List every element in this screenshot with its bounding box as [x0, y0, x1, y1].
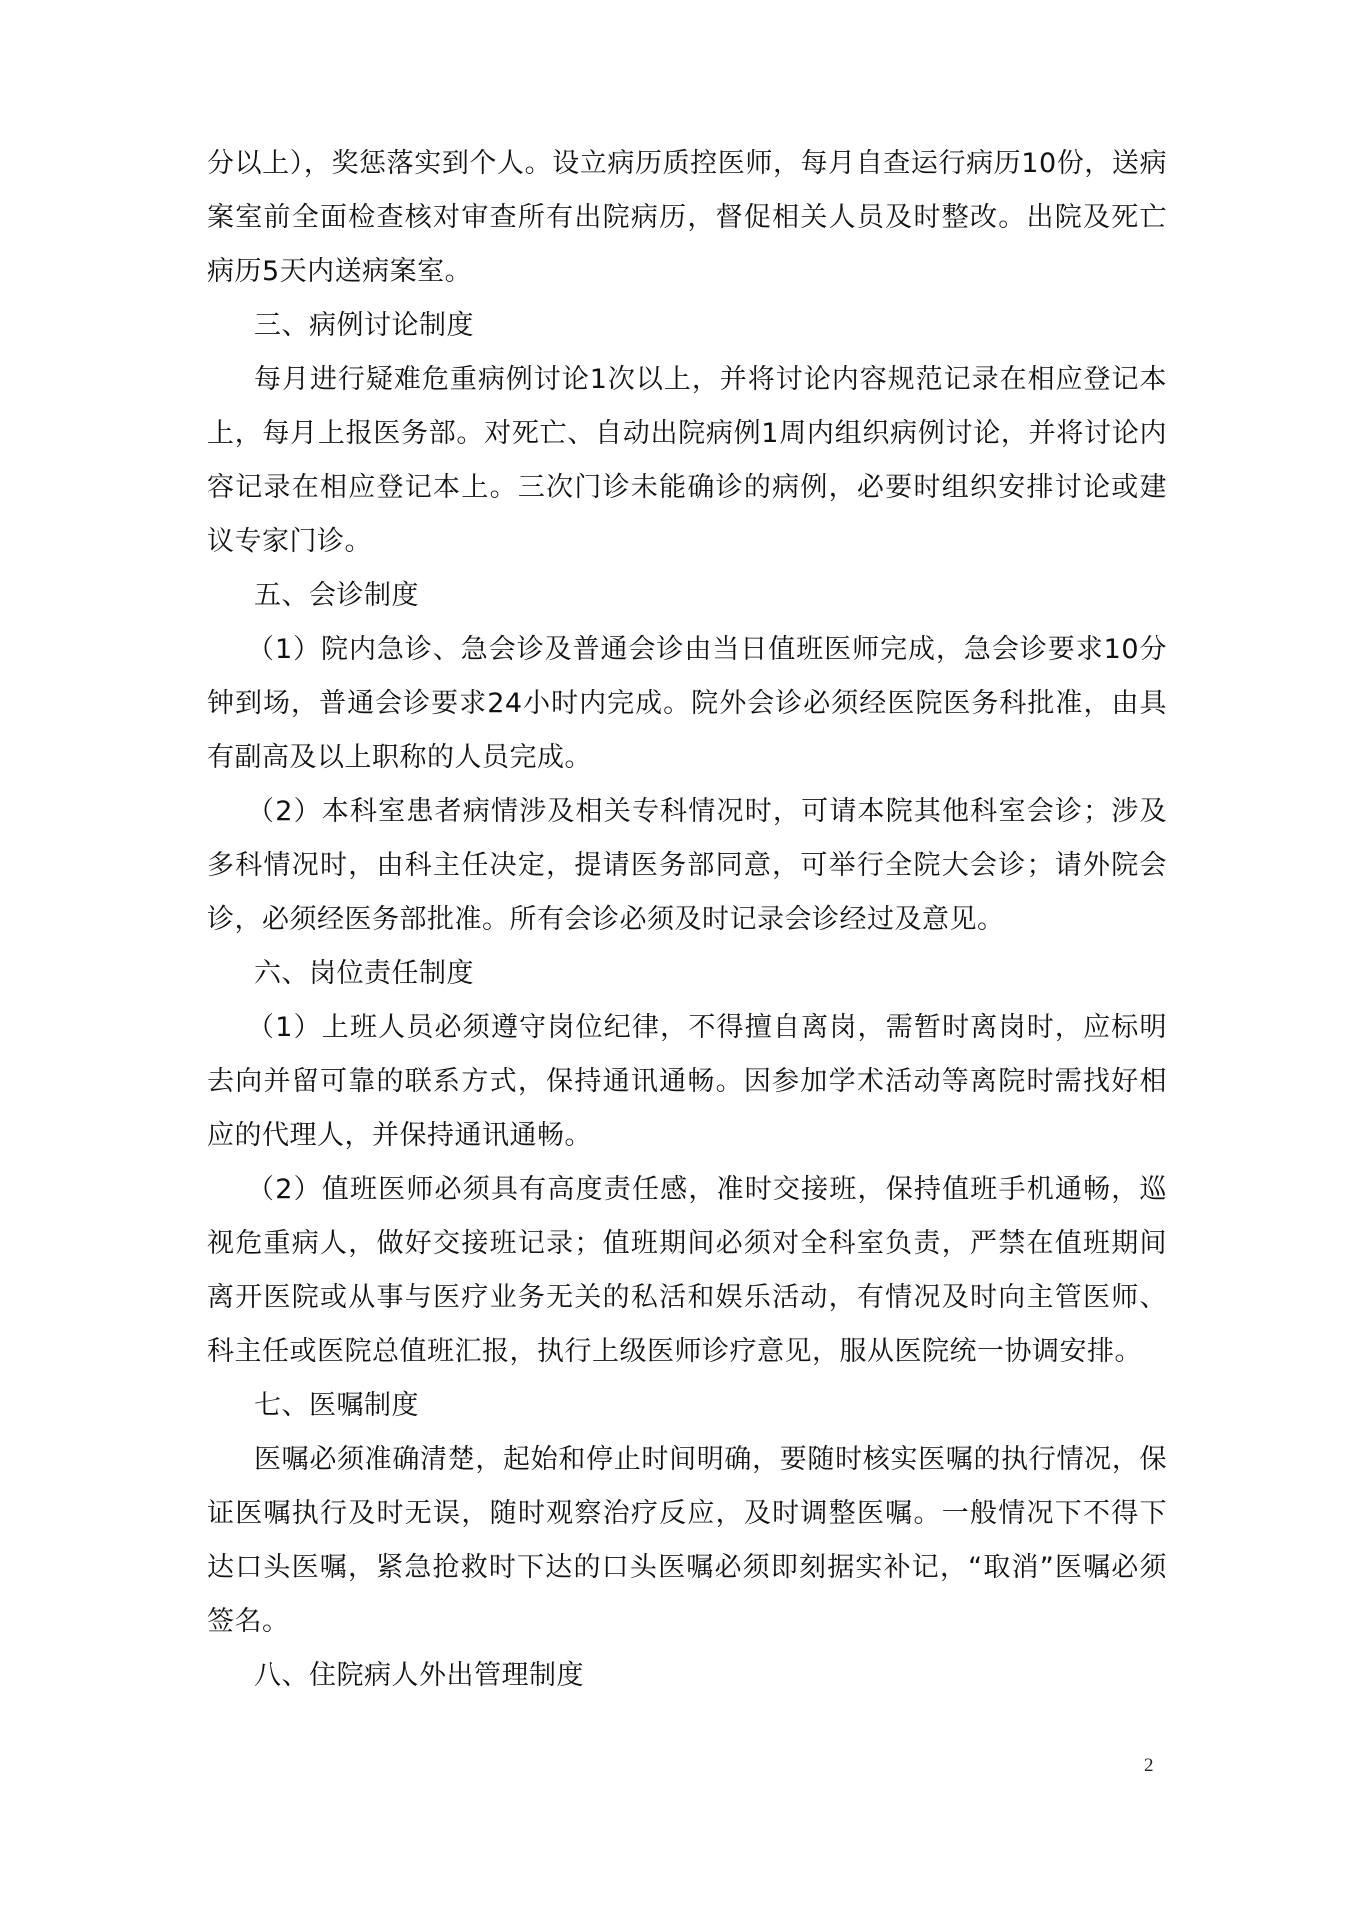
paragraph-medical-orders: 医嘱必须准确清楚，起始和停止时间明确，要随时核实医嘱的执行情况，保证医嘱执行及时无误，随时观察治疗反应，及时调整医嘱。一般情况下不得下达口头医嘱，紧急抢救时下达的口头医嘱必须即刻据实补记，“取消”医嘱必须签名。: [207, 1444, 1167, 1637]
section-heading-case-discussion: 三、病例讨论制度: [254, 310, 474, 341]
section-heading-inpatient-outing: 八、住院病人外出管理制度: [254, 1660, 584, 1691]
page-number: 2: [1144, 1755, 1154, 1776]
document-body: [207, 137, 1167, 1703]
paragraph-case-discussion: 每月进行疑难危重病例讨论1次以上，并将讨论内容规范记录在相应登记本上，每月上报医务部。对死亡、自动出院病例1周内组织病例讨论，并将讨论内容记录在相应登记本上。三次门诊未能确诊的病例，必要时组织安排讨论或建议专家门诊。: [207, 364, 1167, 557]
paragraph-job-responsibility-2: （2）值班医师必须具有高度责任感，准时交接班，保持值班手机通畅，巡视危重病人，做好交接班记录；值班期间必须对全科室负责，严禁在值班期间离开医院或从事与医疗业务无关的私活和娱乐活动，有情况及时向主管医师、科主任或医院总值班汇报，执行上级医师诊疗意见，服从医院统一协调安排。: [207, 1174, 1167, 1367]
paragraph-consultation-1: （1）院内急诊、急会诊及普通会诊由当日值班医师完成，急会诊要求10分钟到场，普通会诊要求24小时内完成。院外会诊必须经医院医务科批准，由具有副高及以上职称的人员完成。: [207, 634, 1167, 773]
section-heading-consultation: 五、会诊制度: [254, 580, 419, 611]
paragraph-medical-record-continuation: 分以上），奖惩落实到个人。设立病历质控医师，每月自查运行病历10份，送病案室前全面检查核对审查所有出院病历，督促相关人员及时整改。出院及死亡病历5天内送病案室。: [207, 148, 1167, 287]
section-heading-job-responsibility: 六、岗位责任制度: [254, 958, 474, 989]
paragraph-job-responsibility-1: （1）上班人员必须遵守岗位纪律，不得擅自离岗，需暂时离岗时，应标明去向并留可靠的联系方式，保持通讯通畅。因参加学术活动等离院时需找好相应的代理人，并保持通讯通畅。: [207, 1012, 1167, 1151]
paragraph-consultation-2: （2）本科室患者病情涉及相关专科情况时，可请本院其他科室会诊；涉及多科情况时，由科主任决定，提请医务部同意，可举行全院大会诊；请外院会诊，必须经医务部批准。所有会诊必须及时记录会诊经过及意见。: [207, 796, 1167, 935]
section-heading-medical-orders: 七、医嘱制度: [254, 1390, 419, 1421]
